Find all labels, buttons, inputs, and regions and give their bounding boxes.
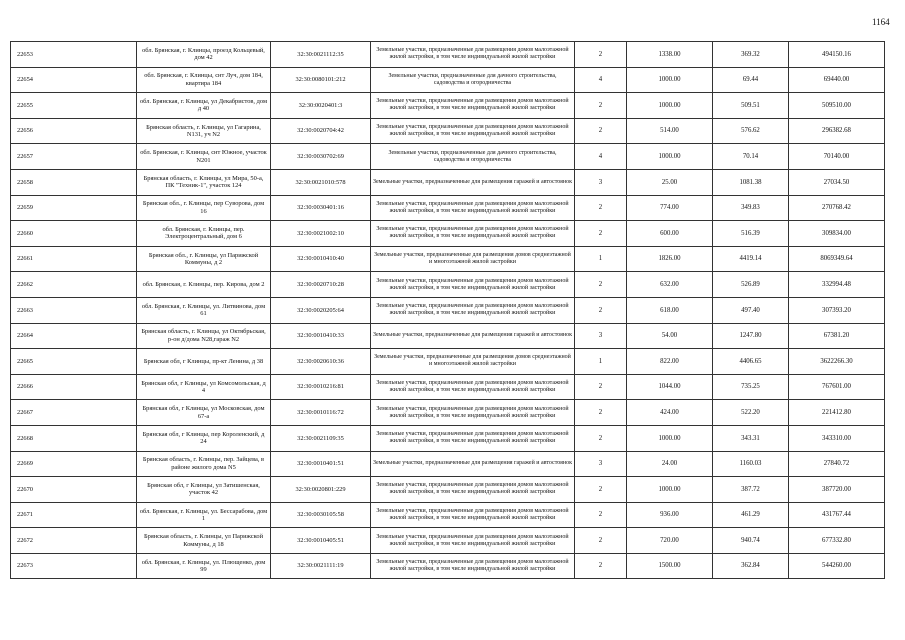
permitted-use-cell: Земельные участки, предназначенные для размещения домов малоэтажной жилой застройки, в том числе индивидуальной жилой застройки bbox=[371, 400, 575, 426]
cadastral-value-cell: 270768.42 bbox=[789, 195, 885, 221]
cadastral-number-cell: 32:30:0030401:16 bbox=[271, 195, 371, 221]
table-body bbox=[11, 42, 885, 579]
table-row bbox=[11, 297, 885, 323]
use-category-cell: 2 bbox=[575, 425, 627, 451]
address-cell: Брянская область, г. Клинцы, ул Октябрьская, р-он д/дома N28,гараж N2 bbox=[137, 323, 271, 349]
permitted-use-cell: Земельные участки, предназначенные для дачного строительства, садоводства и огородничества bbox=[371, 144, 575, 170]
table-row bbox=[11, 477, 885, 503]
permitted-use-cell: Земельные участки, предназначенные для размещения домов малоэтажной жилой застройки, в том числе индивидуальной жилой застройки bbox=[371, 118, 575, 144]
specific-value-cell: 509.51 bbox=[713, 93, 789, 119]
use-category-cell: 2 bbox=[575, 553, 627, 579]
table-row bbox=[11, 272, 885, 298]
permitted-use-cell: Земельные участки, предназначенные для размещения домов малоэтажной жилой застройки, в том числе индивидуальной жилой застройки bbox=[371, 195, 575, 221]
specific-value-cell: 4406.65 bbox=[713, 349, 789, 375]
area-cell: 936.00 bbox=[627, 502, 713, 528]
address-cell: обл. Брянская, г. Клинцы, проезд Кольцевый, дом 42 bbox=[137, 42, 271, 68]
row-number-cell: 22661 bbox=[11, 246, 137, 272]
specific-value-cell: 343.31 bbox=[713, 425, 789, 451]
cadastral-value-cell: 544260.00 bbox=[789, 553, 885, 579]
use-category-cell: 2 bbox=[575, 118, 627, 144]
table-row bbox=[11, 451, 885, 477]
table-row bbox=[11, 221, 885, 247]
area-cell: 1000.00 bbox=[627, 477, 713, 503]
row-number-cell: 22659 bbox=[11, 195, 137, 221]
specific-value-cell: 497.40 bbox=[713, 297, 789, 323]
use-category-cell: 2 bbox=[575, 42, 627, 68]
area-cell: 1000.00 bbox=[627, 93, 713, 119]
use-category-cell: 3 bbox=[575, 451, 627, 477]
address-cell: обл. Брянская, г. Клинцы, пер. Кирова, дом 2 bbox=[137, 272, 271, 298]
row-number-cell: 22653 bbox=[11, 42, 137, 68]
area-cell: 1000.00 bbox=[627, 425, 713, 451]
cadastral-value-cell: 67381.20 bbox=[789, 323, 885, 349]
use-category-cell: 2 bbox=[575, 221, 627, 247]
use-category-cell: 3 bbox=[575, 169, 627, 195]
cadastral-number-cell: 32:30:0020704:42 bbox=[271, 118, 371, 144]
cadastral-value-cell: 296382.68 bbox=[789, 118, 885, 144]
cadastral-value-cell: 431767.44 bbox=[789, 502, 885, 528]
cadastral-value-cell: 221412.80 bbox=[789, 400, 885, 426]
permitted-use-cell: Земельные участки, предназначенные для размещения гаражей и автостоянок bbox=[371, 451, 575, 477]
cadastral-value-cell: 309834.00 bbox=[789, 221, 885, 247]
use-category-cell: 2 bbox=[575, 400, 627, 426]
area-cell: 1000.00 bbox=[627, 144, 713, 170]
specific-value-cell: 70.14 bbox=[713, 144, 789, 170]
use-category-cell: 4 bbox=[575, 144, 627, 170]
table-row bbox=[11, 374, 885, 400]
specific-value-cell: 461.29 bbox=[713, 502, 789, 528]
specific-value-cell: 735.25 bbox=[713, 374, 789, 400]
cadastral-value-cell: 332994.48 bbox=[789, 272, 885, 298]
specific-value-cell: 369.32 bbox=[713, 42, 789, 68]
specific-value-cell: 4419.14 bbox=[713, 246, 789, 272]
row-number-cell: 22654 bbox=[11, 67, 137, 93]
specific-value-cell: 576.62 bbox=[713, 118, 789, 144]
area-cell: 632.00 bbox=[627, 272, 713, 298]
permitted-use-cell: Земельные участки, предназначенные для размещения домов малоэтажной жилой застройки, в том числе индивидуальной жилой застройки bbox=[371, 221, 575, 247]
permitted-use-cell: Земельные участки, предназначенные для размещения домов малоэтажной жилой застройки, в том числе индивидуальной жилой застройки bbox=[371, 477, 575, 503]
cadastral-number-cell: 32:30:0010405:51 bbox=[271, 528, 371, 554]
table-row bbox=[11, 42, 885, 68]
row-number-cell: 22658 bbox=[11, 169, 137, 195]
address-cell: Брянская область, г. Клинцы, ул Мира, 50-а, ПК "Техник-1", участок 124 bbox=[137, 169, 271, 195]
specific-value-cell: 526.89 bbox=[713, 272, 789, 298]
row-number-cell: 22664 bbox=[11, 323, 137, 349]
cadastral-number-cell: 32:30:0020710:28 bbox=[271, 272, 371, 298]
permitted-use-cell: Земельные участки, предназначенные для размещения домов малоэтажной жилой застройки, в том числе индивидуальной жилой застройки bbox=[371, 374, 575, 400]
row-number-cell: 22665 bbox=[11, 349, 137, 375]
area-cell: 514.00 bbox=[627, 118, 713, 144]
permitted-use-cell: Земельные участки, предназначенные для размещения домов малоэтажной жилой застройки, в том числе индивидуальной жилой застройки bbox=[371, 553, 575, 579]
specific-value-cell: 1247.80 bbox=[713, 323, 789, 349]
area-cell: 1826.00 bbox=[627, 246, 713, 272]
row-number-cell: 22655 bbox=[11, 93, 137, 119]
row-number-cell: 22669 bbox=[11, 451, 137, 477]
permitted-use-cell: Земельные участки, предназначенные для размещения домов малоэтажной жилой застройки, в том числе индивидуальной жилой застройки bbox=[371, 272, 575, 298]
cadastral-value-cell: 767601.00 bbox=[789, 374, 885, 400]
area-cell: 24.00 bbox=[627, 451, 713, 477]
address-cell: Брянская область, г. Клинцы, ул Гагарина, N131, уч N2 bbox=[137, 118, 271, 144]
specific-value-cell: 1160.03 bbox=[713, 451, 789, 477]
row-number-cell: 22660 bbox=[11, 221, 137, 247]
permitted-use-cell: Земельные участки, предназначенные для размещения гаражей и автостоянок bbox=[371, 169, 575, 195]
cadastral-value-cell: 677332.80 bbox=[789, 528, 885, 554]
specific-value-cell: 522.20 bbox=[713, 400, 789, 426]
permitted-use-cell: Земельные участки, предназначенные для дачного строительства, садоводства и огородничества bbox=[371, 67, 575, 93]
table-row bbox=[11, 400, 885, 426]
use-category-cell: 2 bbox=[575, 374, 627, 400]
area-cell: 424.00 bbox=[627, 400, 713, 426]
cadastral-number-cell: 32:30:0021109:35 bbox=[271, 425, 371, 451]
cadastral-value-table bbox=[10, 41, 885, 579]
row-number-cell: 22663 bbox=[11, 297, 137, 323]
specific-value-cell: 69.44 bbox=[713, 67, 789, 93]
area-cell: 1338.00 bbox=[627, 42, 713, 68]
area-cell: 25.00 bbox=[627, 169, 713, 195]
use-category-cell: 4 bbox=[575, 67, 627, 93]
address-cell: Брянская область, г. Клинцы, ул Парижской Коммуны, д 18 bbox=[137, 528, 271, 554]
cadastral-number-cell: 32:30:0010410:33 bbox=[271, 323, 371, 349]
permitted-use-cell: Земельные участки, предназначенные для размещения домов малоэтажной жилой застройки, в том числе индивидуальной жилой застройки bbox=[371, 42, 575, 68]
cadastral-value-cell: 27840.72 bbox=[789, 451, 885, 477]
specific-value-cell: 1081.38 bbox=[713, 169, 789, 195]
row-number-cell: 22656 bbox=[11, 118, 137, 144]
table-row bbox=[11, 93, 885, 119]
use-category-cell: 2 bbox=[575, 502, 627, 528]
row-number-cell: 22671 bbox=[11, 502, 137, 528]
cadastral-number-cell: 32:30:0080101:212 bbox=[271, 67, 371, 93]
permitted-use-cell: Земельные участки, предназначенные для размещения домов малоэтажной жилой застройки, в том числе индивидуальной жилой застройки bbox=[371, 425, 575, 451]
address-cell: Брянская обл, г Клинцы, пр-кт Ленина, д 38 bbox=[137, 349, 271, 375]
use-category-cell: 1 bbox=[575, 246, 627, 272]
cadastral-number-cell: 32:30:0021111:19 bbox=[271, 553, 371, 579]
address-cell: Брянская область, г. Клинцы, пер. Зайцева, в районе жилого дома N5 bbox=[137, 451, 271, 477]
area-cell: 600.00 bbox=[627, 221, 713, 247]
table-row bbox=[11, 553, 885, 579]
cadastral-value-cell: 494150.16 bbox=[789, 42, 885, 68]
specific-value-cell: 940.74 bbox=[713, 528, 789, 554]
address-cell: обл. Брянская, г. Клинцы, ул. Литвинова, дом 61 bbox=[137, 297, 271, 323]
table-row bbox=[11, 144, 885, 170]
cadastral-number-cell: 32:30:0010410:40 bbox=[271, 246, 371, 272]
cadastral-number-cell: 32:30:0020401:3 bbox=[271, 93, 371, 119]
row-number-cell: 22666 bbox=[11, 374, 137, 400]
cadastral-value-cell: 69440.00 bbox=[789, 67, 885, 93]
permitted-use-cell: Земельные участки, предназначенные для размещения гаражей и автостоянок bbox=[371, 323, 575, 349]
address-cell: Брянская обл, г Клинцы, пер Короленский, д 24 bbox=[137, 425, 271, 451]
area-cell: 774.00 bbox=[627, 195, 713, 221]
area-cell: 720.00 bbox=[627, 528, 713, 554]
table-row bbox=[11, 349, 885, 375]
permitted-use-cell: Земельные участки, предназначенные для размещения домов среднеэтажной и многоэтажной жилой застройки bbox=[371, 349, 575, 375]
area-cell: 618.00 bbox=[627, 297, 713, 323]
permitted-use-cell: Земельные участки, предназначенные для размещения домов малоэтажной жилой застройки, в том числе индивидуальной жилой застройки bbox=[371, 528, 575, 554]
use-category-cell: 3 bbox=[575, 323, 627, 349]
cadastral-number-cell: 32:30:0021112:35 bbox=[271, 42, 371, 68]
address-cell: Брянская обл., г. Клинцы, пер Суворова, дом 16 bbox=[137, 195, 271, 221]
permitted-use-cell: Земельные участки, предназначенные для размещения домов малоэтажной жилой застройки, в том числе индивидуальной жилой застройки bbox=[371, 297, 575, 323]
address-cell: обл. Брянская, г. Клинцы, ул. Плющенко, дом 99 bbox=[137, 553, 271, 579]
area-cell: 1000.00 bbox=[627, 67, 713, 93]
cadastral-value-cell: 307393.20 bbox=[789, 297, 885, 323]
use-category-cell: 2 bbox=[575, 93, 627, 119]
cadastral-number-cell: 32:30:0020610:36 bbox=[271, 349, 371, 375]
area-cell: 822.00 bbox=[627, 349, 713, 375]
row-number-cell: 22670 bbox=[11, 477, 137, 503]
table-row bbox=[11, 502, 885, 528]
table-row bbox=[11, 118, 885, 144]
page-number: 1164 bbox=[872, 17, 890, 27]
cadastral-number-cell: 32:30:0030105:58 bbox=[271, 502, 371, 528]
use-category-cell: 2 bbox=[575, 297, 627, 323]
address-cell: Брянская обл, г Клинцы, ул Затишенская, участок 42 bbox=[137, 477, 271, 503]
cadastral-number-cell: 32:30:0030702:69 bbox=[271, 144, 371, 170]
use-category-cell: 1 bbox=[575, 349, 627, 375]
specific-value-cell: 387.72 bbox=[713, 477, 789, 503]
cadastral-value-cell: 27034.50 bbox=[789, 169, 885, 195]
table-row bbox=[11, 246, 885, 272]
table-row bbox=[11, 528, 885, 554]
address-cell: обл. Брянская, г. Клинцы, ул Декабристов, дом д 40 bbox=[137, 93, 271, 119]
cadastral-value-cell: 387720.00 bbox=[789, 477, 885, 503]
cadastral-number-cell: 32:30:0020801:229 bbox=[271, 477, 371, 503]
row-number-cell: 22673 bbox=[11, 553, 137, 579]
row-number-cell: 22668 bbox=[11, 425, 137, 451]
specific-value-cell: 516.39 bbox=[713, 221, 789, 247]
specific-value-cell: 362.84 bbox=[713, 553, 789, 579]
table-row bbox=[11, 67, 885, 93]
cadastral-value-cell: 3622266.30 bbox=[789, 349, 885, 375]
row-number-cell: 22662 bbox=[11, 272, 137, 298]
cadastral-number-cell: 32:30:0010116:72 bbox=[271, 400, 371, 426]
use-category-cell: 2 bbox=[575, 477, 627, 503]
address-cell: обл. Брянская, г. Клинцы, снт Южное, участок N201 bbox=[137, 144, 271, 170]
permitted-use-cell: Земельные участки, предназначенные для размещения домов среднеэтажной и многоэтажной жилой застройки bbox=[371, 246, 575, 272]
area-cell: 1500.00 bbox=[627, 553, 713, 579]
use-category-cell: 2 bbox=[575, 195, 627, 221]
address-cell: обл. Брянская, г. Клинцы, ул. Бессарабова, дом 1 bbox=[137, 502, 271, 528]
table-row bbox=[11, 323, 885, 349]
cadastral-number-cell: 32:30:0010401:51 bbox=[271, 451, 371, 477]
cadastral-value-cell: 8069349.64 bbox=[789, 246, 885, 272]
area-cell: 54.00 bbox=[627, 323, 713, 349]
row-number-cell: 22672 bbox=[11, 528, 137, 554]
use-category-cell: 2 bbox=[575, 272, 627, 298]
permitted-use-cell: Земельные участки, предназначенные для размещения домов малоэтажной жилой застройки, в том числе индивидуальной жилой застройки bbox=[371, 93, 575, 119]
address-cell: Брянская обл., г. Клинцы, ул Парижской Коммуны, д 2 bbox=[137, 246, 271, 272]
cadastral-value-cell: 70140.00 bbox=[789, 144, 885, 170]
use-category-cell: 2 bbox=[575, 528, 627, 554]
cadastral-number-cell: 32:30:0021002:10 bbox=[271, 221, 371, 247]
row-number-cell: 22667 bbox=[11, 400, 137, 426]
area-cell: 1044.00 bbox=[627, 374, 713, 400]
address-cell: Брянская обл, г Клинцы, ул Московская, дом 67-а bbox=[137, 400, 271, 426]
table-row bbox=[11, 195, 885, 221]
address-cell: обл. Брянская, г. Клинцы, пер. Электроцентральный, дом 6 bbox=[137, 221, 271, 247]
cadastral-value-cell: 343310.00 bbox=[789, 425, 885, 451]
row-number-cell: 22657 bbox=[11, 144, 137, 170]
cadastral-number-cell: 32:30:0021010:578 bbox=[271, 169, 371, 195]
table-row bbox=[11, 425, 885, 451]
specific-value-cell: 349.83 bbox=[713, 195, 789, 221]
cadastral-number-cell: 32:30:0010216:81 bbox=[271, 374, 371, 400]
address-cell: Брянская обл, г Клинцы, ул Комсомольская, д 4 bbox=[137, 374, 271, 400]
permitted-use-cell: Земельные участки, предназначенные для размещения домов малоэтажной жилой застройки, в том числе индивидуальной жилой застройки bbox=[371, 502, 575, 528]
table-row bbox=[11, 169, 885, 195]
address-cell: обл. Брянская, г. Клинцы, снт Луч, дом 184, квартира 184 bbox=[137, 67, 271, 93]
cadastral-number-cell: 32:30:0020205:64 bbox=[271, 297, 371, 323]
cadastral-value-cell: 509510.00 bbox=[789, 93, 885, 119]
